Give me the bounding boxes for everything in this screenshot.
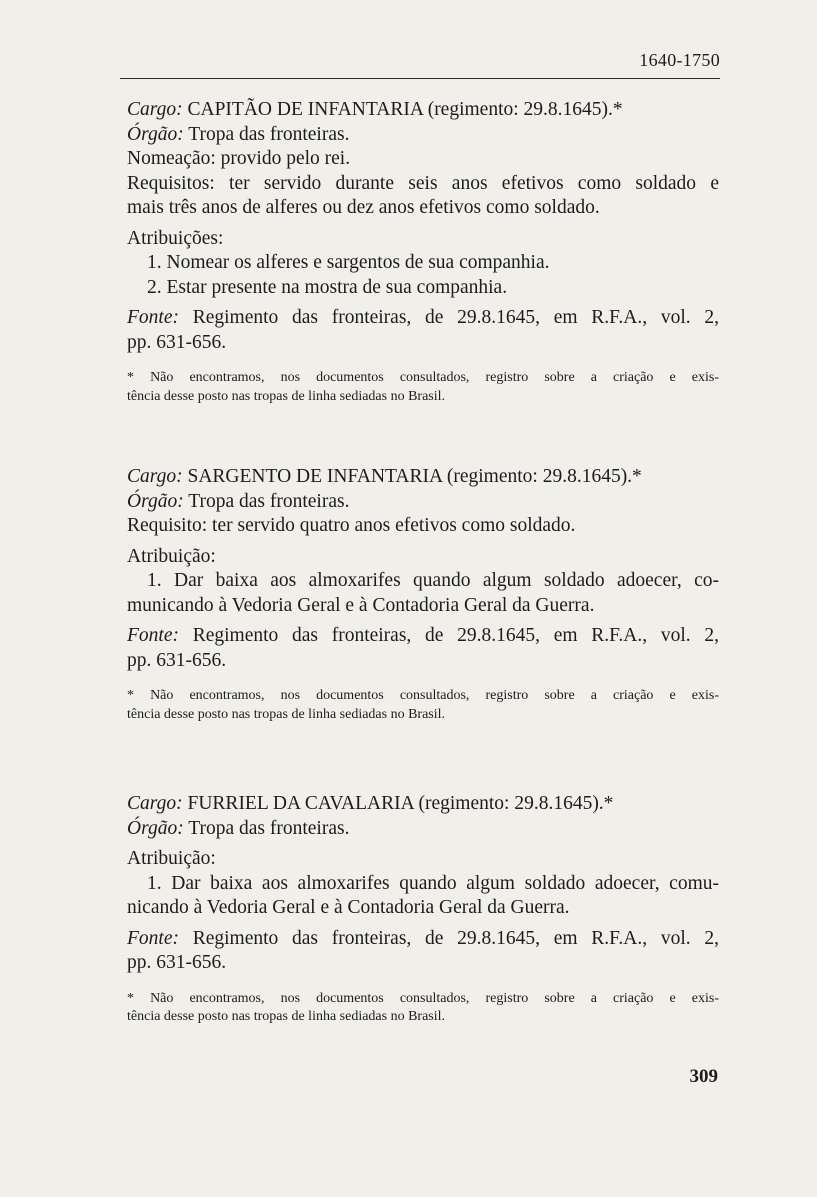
fonte-text: Regimento das fronteiras, de 29.8.1645, em R.F.A., vol. 2, xyxy=(192,927,719,949)
atribuicao-heading: Atribuição: xyxy=(127,545,216,567)
fonte-pages: pp. 631-656. xyxy=(127,952,227,973)
header-rule xyxy=(120,78,720,79)
orgao-label: Órgão: xyxy=(127,123,184,145)
fonte-pages: pp. 631-656. xyxy=(127,649,227,671)
atribuicao-item-2: 2. Estar presente na mostra de sua companhia. xyxy=(147,276,508,298)
orgao-line xyxy=(127,123,719,148)
requisito-line: Requisito: ter servido quatro anos efetivos como soldado. xyxy=(127,515,576,536)
orgao-text: Tropa das fronteiras. xyxy=(188,123,350,145)
footnote-line-1: * Não encontramos, nos documentos consultados, registro sobre a criação e exis- xyxy=(127,990,719,1006)
entry-furriel-cavalaria xyxy=(127,792,719,1027)
atribuicoes-heading: Atribuições: xyxy=(127,227,224,249)
orgao-text: Tropa das fronteiras. xyxy=(188,817,350,839)
orgao-line xyxy=(127,817,719,842)
cargo-text: FURRIEL DA CAVALARIA (regimento: 29.8.1645).* xyxy=(187,793,614,814)
orgao-line xyxy=(127,490,719,515)
atribuicao-heading: Atribuição: xyxy=(127,848,216,869)
cargo-label: Cargo: xyxy=(127,99,183,120)
cargo-line xyxy=(127,98,719,123)
atribuicao-item-1-continuation: municando à Vedoria Geral e à Contadoria Geral da Guerra. xyxy=(127,594,595,616)
nomeacao-line: Nomeação: provido pelo rei. xyxy=(127,148,351,169)
atribuicao-item-1: 1. Nomear os alferes e sargentos de sua companhia. xyxy=(147,252,550,273)
cargo-line xyxy=(127,792,719,817)
orgao-label: Órgão: xyxy=(127,490,184,512)
fonte-pages: pp. 631-656. xyxy=(127,331,227,353)
page-header-year-range: 1640-1750 xyxy=(639,50,720,70)
atribuicao-item-1: 1. Dar baixa aos almoxarifes quando algum soldado adoecer, co- xyxy=(147,570,719,591)
footnote-line-2: tência desse posto nas tropas de linha sediadas no Brasil. xyxy=(127,706,446,722)
orgao-text: Tropa das fronteiras. xyxy=(188,490,350,512)
fonte-text: Regimento das fronteiras, de 29.8.1645, em R.F.A., vol. 2, xyxy=(192,307,719,328)
fonte-line xyxy=(127,927,719,952)
cargo-label: Cargo: xyxy=(127,466,183,487)
fonte-label: Fonte: xyxy=(127,927,179,949)
footnote xyxy=(127,369,719,406)
footnote-line-2: tência desse posto nas tropas de linha sediadas no Brasil. xyxy=(127,1009,446,1024)
footnote-line-1: * Não encontramos, nos documentos consultados, registro sobre a criação e exis- xyxy=(127,370,719,385)
footnote xyxy=(127,687,719,724)
entry-capitao-infantaria xyxy=(127,98,719,406)
fonte-line xyxy=(127,624,719,649)
footnote-line-1: * Não encontramos, nos documentos consultados, registro sobre a criação e exis- xyxy=(127,688,719,703)
footnote xyxy=(127,990,719,1027)
cargo-text: CAPITÃO DE INFANTARIA (regimento: 29.8.1645).* xyxy=(187,99,623,120)
requisitos-continuation: mais três anos de alferes ou dez anos efetivos como soldado. xyxy=(127,197,600,218)
footnote-line-2: tência desse posto nas tropas de linha sediadas no Brasil. xyxy=(127,388,446,404)
cargo-text: SARGENTO DE INFANTARIA (regimento: 29.8.1645).* xyxy=(187,466,642,487)
cargo-label: Cargo: xyxy=(127,793,183,814)
cargo-line xyxy=(127,465,719,490)
entry-sargento-infantaria xyxy=(127,465,719,724)
atribuicao-item-1: 1. Dar baixa aos almoxarifes quando algum soldado adoecer, comu- xyxy=(147,872,719,894)
fonte-text: Regimento das fronteiras, de 29.8.1645, em R.F.A., vol. 2, xyxy=(192,625,719,646)
page-number: 309 xyxy=(689,1066,718,1087)
fonte-label: Fonte: xyxy=(127,625,179,646)
atribuicao-item-1-continuation: nicando à Vedoria Geral e à Contadoria Geral da Guerra. xyxy=(127,897,570,918)
requisitos-line: Requisitos: ter servido durante seis anos efetivos como soldado e xyxy=(127,172,719,194)
fonte-line xyxy=(127,306,719,331)
orgao-label: Órgão: xyxy=(127,817,184,839)
fonte-label: Fonte: xyxy=(127,307,179,328)
